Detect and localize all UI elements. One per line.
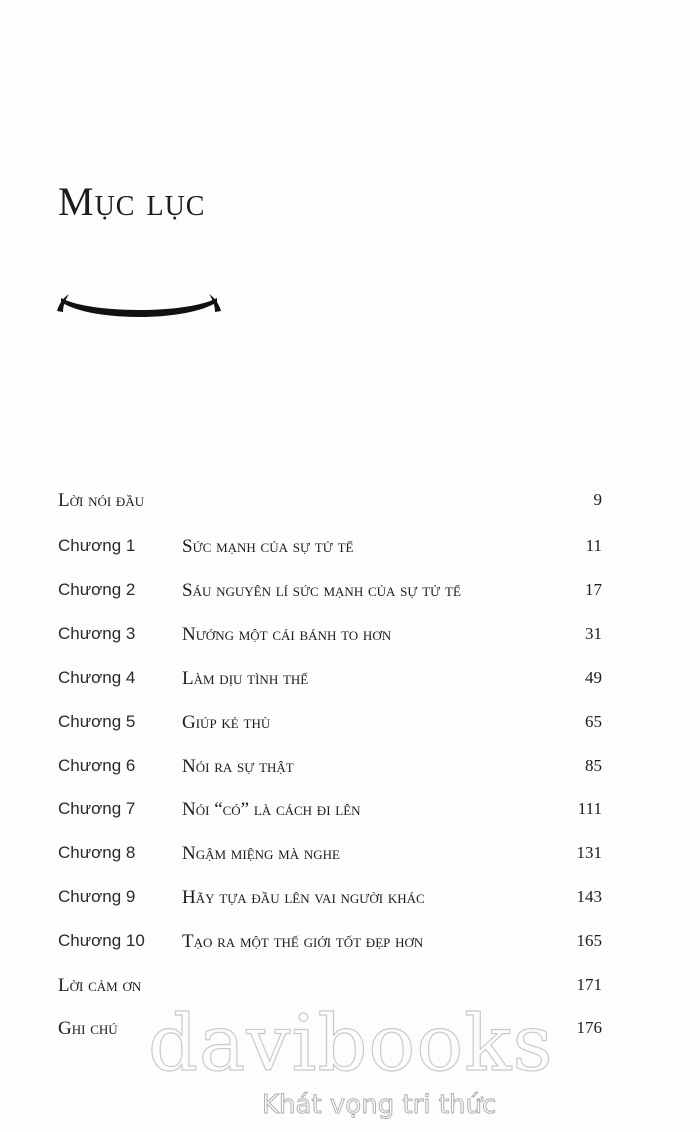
toc-title: Tạo ra một thế giới tốt đẹp hơn bbox=[182, 931, 424, 952]
toc-label: Chương 3 bbox=[58, 624, 136, 643]
toc-title: Giúp kẻ thù bbox=[182, 712, 271, 733]
toc-title: Nướng một cái bánh to hơn bbox=[182, 624, 392, 645]
toc-label: Lời cảm ơn bbox=[58, 975, 142, 996]
toc-row-chapter-9[interactable] bbox=[0, 887, 700, 917]
toc-page-number: 49 bbox=[585, 668, 602, 687]
toc-page-number: 165 bbox=[576, 931, 602, 950]
toc-page-number: 85 bbox=[585, 756, 602, 775]
toc-row-chapter-5[interactable] bbox=[0, 712, 700, 742]
toc-page-number: 143 bbox=[576, 887, 602, 906]
toc-label: Chương 1 bbox=[58, 536, 136, 555]
toc-row-chapter-3[interactable] bbox=[0, 624, 700, 654]
toc-page-number: 131 bbox=[576, 843, 602, 862]
toc-label: Chương 8 bbox=[58, 843, 136, 862]
toc-title: Sáu nguyên lí sức mạnh của sự tử tế bbox=[182, 580, 461, 601]
toc-page-number: 111 bbox=[577, 799, 602, 818]
toc-row-chapter-10[interactable] bbox=[0, 931, 700, 961]
watermark-tagline: Khát vọng tri thức bbox=[262, 1090, 497, 1120]
toc-page-number: 65 bbox=[585, 712, 602, 731]
toc-page-number: 31 bbox=[585, 624, 602, 643]
toc-row-chapter-1[interactable] bbox=[0, 536, 700, 566]
toc-title: Nói ra sự thật bbox=[182, 756, 294, 777]
toc-title: Hãy tựa đầu lên vai người khác bbox=[182, 887, 425, 908]
page-title: Mục lục bbox=[58, 179, 206, 224]
toc-page-number: 176 bbox=[576, 1018, 602, 1037]
toc-title: Nói “có” là cách đi lên bbox=[182, 799, 361, 820]
toc-label: Chương 5 bbox=[58, 712, 136, 731]
toc-row-chapter-8[interactable] bbox=[0, 843, 700, 873]
toc-row-chapter-2[interactable] bbox=[0, 580, 700, 610]
toc-row-chapter-6[interactable] bbox=[0, 756, 700, 786]
toc-row-chapter-7[interactable] bbox=[0, 799, 700, 829]
toc-label: Chương 4 bbox=[58, 668, 136, 687]
toc-title: Sức mạnh của sự tử tế bbox=[182, 536, 354, 557]
toc-label: Chương 2 bbox=[58, 580, 136, 599]
watermark-brand: davibooks bbox=[148, 999, 554, 1089]
toc-label: Chương 7 bbox=[58, 799, 136, 818]
toc-page-number: 9 bbox=[593, 490, 602, 509]
toc-row-chapter-4[interactable] bbox=[0, 668, 700, 698]
toc-title: Làm dịu tình thế bbox=[182, 668, 309, 689]
toc-page-number: 171 bbox=[576, 975, 602, 994]
toc-label: Ghi chú bbox=[58, 1018, 118, 1039]
toc-label: Lời nói đầu bbox=[58, 490, 145, 511]
toc-title: Ngậm miệng mà nghe bbox=[182, 843, 340, 864]
toc-label: Chương 6 bbox=[58, 756, 136, 775]
smile-ornament bbox=[55, 284, 223, 326]
toc-page-number: 11 bbox=[585, 536, 602, 555]
toc-row-preface[interactable] bbox=[0, 490, 700, 520]
toc-label: Chương 10 bbox=[58, 931, 145, 950]
toc-label: Chương 9 bbox=[58, 887, 136, 906]
toc-page-number: 17 bbox=[585, 580, 602, 599]
